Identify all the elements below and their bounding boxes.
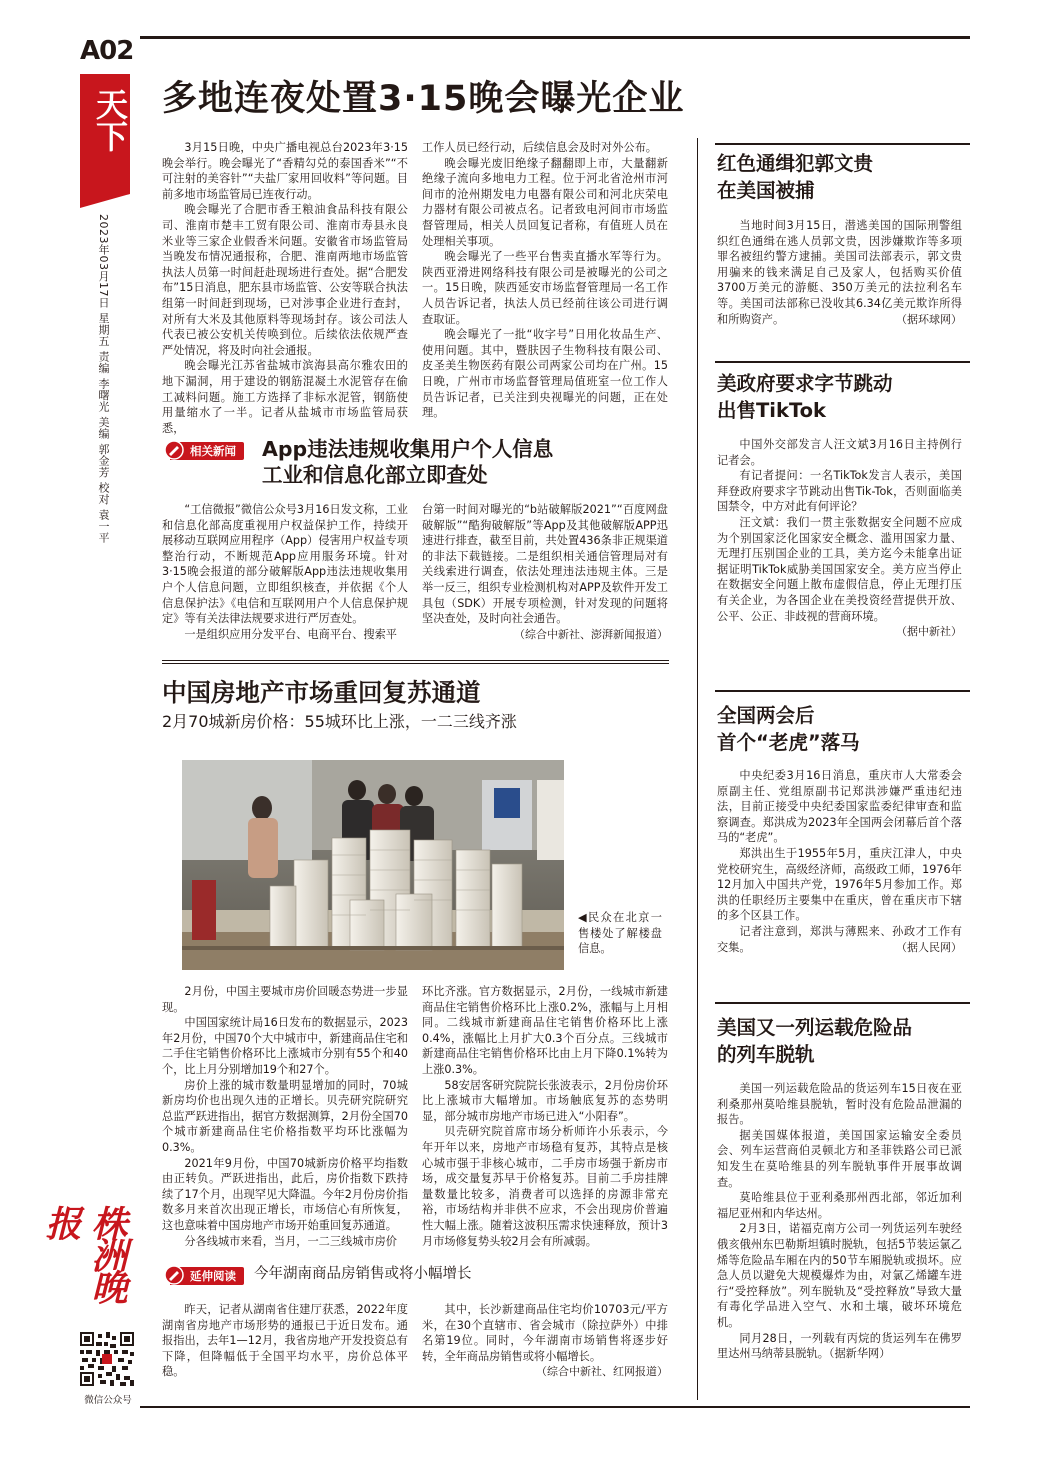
sidebar-rule <box>715 1002 970 1004</box>
badge-label: 延伸阅读 <box>190 1269 236 1283</box>
main-story-col1 <box>162 140 408 436</box>
paragraph: 3月15日晚，中央广播电视总台2023年3·15晚会举行。晚会曝光了“香精勾兑的泰国香米”“不可注射的美容针”“夫盐厂家用回收料”等问题。目前多地市场监管局已连夜行动。 <box>162 141 408 201</box>
source-credit: （据新华网） <box>828 1347 891 1361</box>
paragraph: “工信微报”微信公众号3月16日发文称，工业和信息化部高度重视用户权益保护工作，持续开展移动互联网应用程序（App）侵害用户权益专项整治行动，不断规范App应用服务环境。针对3·15晚会报道的部分破解版App违法违规收集用户个人信息问题，立即组织核查，并依据《个人信息保护法》《电信和互联网用户个人信息保护规定》等有关法律法规要求进行严厉查处。 <box>162 503 408 626</box>
paragraph: 有记者提问：一名TikTok发言人表示，美国拜登政府要求字节跳动出售Tik-Tok，否则面临美国禁令，中方对此有何评论？ <box>717 469 962 514</box>
sidebar-title: 的列车脱轨 <box>717 1043 815 1066</box>
source-credit: （综合中新社、红网报道） <box>536 1365 668 1379</box>
sidebar-title: 美国又一列运载危险品 <box>717 1016 913 1039</box>
paragraph: 58安居客研究院院长张波表示，2月份房价环比上涨城市大幅增加。市场触底复苏的态势明显，部分城市房地产市场已进入“小阳春”。 <box>422 1078 668 1123</box>
sidebar-story <box>717 768 962 955</box>
paragraph: 台第一时间对曝光的“b站破解版2021”“百度网盘破解版”“酷狗破解版”等App及其他破解版APP迅速进行排查，截至目前，共处置436条非正规渠道的非法下载链接。二是组织相关通信管理局对有关线索进行调查，依法处理违法违规主体。三是举一反三，组织专业检测机构对APP及软件开发工具包（SDK）开展专项检测，针对发现的问题将坚决查处，及时向社会通告。 <box>422 503 668 626</box>
paragraph: 晚会曝光了一批“收字号”日用化妆品生产、使用问题。其中，暨肤因子生物科技有限公司、皮圣美生物医药有限公司两家公司均在广州。15日晚，广州市市场监督管理局值班室一位工作人员告诉记者，已关注到央视曝光的问题，正在处理。 <box>422 328 668 420</box>
paragraph: 分各线城市来看，当月，一二三线城市房价 <box>184 1234 397 1248</box>
main-headline: 多地连夜处置3·15晚会曝光企业 <box>162 79 685 119</box>
paragraph: 郑洪出生于1955年5月，重庆江津人，中央党校研究生，高级经济师，高级政工师，1976年12月加入中国共产党，1976年5月参加工作。郑洪的任职经历主要集中在重庆，曾在重庆市下辖的多个区县工作。 <box>717 846 962 923</box>
paragraph: 2月份，中国主要城市房价回暖态势进一步显现。 <box>162 985 408 1014</box>
qr-code-icon <box>80 1332 134 1386</box>
related-title-line2: 工业和信息化部立即查处 <box>262 463 488 487</box>
sidebar-title: 红色通缉犯郭文贵 <box>717 152 874 175</box>
extended-col1 <box>162 1302 408 1380</box>
extended-col2 <box>422 1302 668 1380</box>
paragraph: 汪文斌：我们一贯主张数据安全问题不应成为个别国家泛化国家安全概念、滥用国家力量、无理打压别国企业的工具，美方迄今未能拿出证据证明TikTok威胁美国国家安全。美方应当停止在数据安全问题上散布虚假信息，停止无理打压有关企业，为各国企业在美投资经营提供开放、公平、公正、非歧视的营商环境。 <box>717 515 962 623</box>
badge <box>170 1267 244 1285</box>
section-tab-corner <box>80 194 130 208</box>
sidebar-story <box>717 437 962 640</box>
main-story-col2 <box>422 140 668 421</box>
extended-title: 今年湖南商品房销售或将小幅增长 <box>254 1266 472 1282</box>
qr-caption: 微信公众号 <box>84 1395 132 1406</box>
related-title-line1: App违法违规收集用户个人信息 <box>262 437 554 461</box>
property-col2 <box>422 984 668 1249</box>
paragraph: 贝壳研究院首席市场分析师许小乐表示，今年开年以来，房地产市场稳有复苏，其特点是核心城市强于非核心城市，二手房市场强于新房市场，成交量复苏早于价格复苏。目前二手房挂牌量数量比较多，消费者可以选择的房源非常充裕，市场结构并非供不应求，不会出现房价普遍性大幅上涨。随着这波积压需求快速释放，预计3月市场修复势头较2月会有所减弱。 <box>422 1125 668 1248</box>
paragraph: 当地时间3月15日，潜逃美国的国际刑警组织红色通缉在逃人员郭文贵，因涉嫌欺诈等多项罪名被纽约警方逮捕。美国司法部表示，郭文贵用骗来的钱来满足自己及家人，包括购买价值3700万美元的游艇、350万美元的法拉利名车等。美国司法部称已没收其6.34亿美元欺诈所得和所购资产。 <box>717 219 962 326</box>
page-number: A02 <box>80 36 134 66</box>
paragraph: 一是组织应用分发平台、电商平台、搜索平 <box>184 627 397 641</box>
sidebar-divider <box>697 138 698 1400</box>
sideline: 2023年03月17日 星期五 责编 李曙光 美编 郭金芳 校对 袁一平 <box>97 214 110 544</box>
badge-label: 相关新闻 <box>190 444 236 458</box>
brand-logo: 株洲晚报 <box>40 1205 128 1301</box>
related-col2 <box>422 502 668 642</box>
source-credit: （据环球网） <box>896 312 962 326</box>
pen-icon <box>164 440 184 460</box>
sidebar-rule <box>715 361 970 363</box>
sidebar-title: 在美国被捕 <box>717 179 815 202</box>
paragraph: 2月3日，诺福克南方公司一列货运列车驶经俄亥俄州东巴勒斯坦镇时脱轨，包括5节装运氯乙烯等危险品车厢在内的50节车厢脱轨或损坏。应急人员以避免大规模爆炸为由，对氯乙烯罐车进行“受控释放”。列车脱轨及“受控释放”导致大量有毒化学品进入空气、水和土壤，破坏环境危机。 <box>717 1222 962 1329</box>
related-col1 <box>162 502 408 642</box>
property-subhead: 2月70城新房价格：55城环比上涨，一二三线齐涨 <box>162 712 517 731</box>
paragraph: 其中，长沙新建商品住宅均价10703元/平方米，在30个直辖市、省会城市（除拉萨外）中排名第19位。同时，今年湖南市场销售将逐步好转，全年商品房销售或将小幅增长。 <box>422 1303 668 1363</box>
paragraph: 2021年9月份，中国70城新房价格平均指数由正转负。严跃进指出，此后，房价指数下跌持续了17个月，出现罕见大降温。今年2月份房价指数多月来首次出现正增长，市场信心有所恢复，这也意味着中国房地产市场开始重回复苏通道。 <box>162 1156 408 1232</box>
sidebar-title: 出售TikTok <box>717 399 827 422</box>
badge <box>170 442 244 460</box>
paragraph: 工作人员已经行动，后续信息会及时对外公布。 <box>422 141 657 154</box>
paragraph: 昨天，记者从湖南省住建厅获悉，2022年度湖南省房地产市场形势的通报已于近日发布。通报指出，去年1—12月，我省房地产开发投资总有下降，但降幅低于全国平均水平，房价总体平稳。 <box>162 1303 408 1379</box>
paragraph: 中国外交部发言人汪文斌3月16日主持例行记者会。 <box>717 438 962 467</box>
sidebar-rule <box>715 143 970 145</box>
paragraph: 晚会曝光了一些平台售卖直播水军等行为。陕西亚滑进网络科技有限公司是被曝光的公司之一。15日晚，陕西延安市场监督管理局一名工作人员告诉记者，执法人员已经前往该公司进行调查取证。 <box>422 250 668 326</box>
section-divider <box>162 663 669 664</box>
property-col1 <box>162 984 408 1249</box>
section-label: 天下 <box>91 88 129 152</box>
paragraph: 莫哈维县位于亚利桑那州西北部，邻近加利福尼亚州和内华达州。 <box>717 1191 962 1220</box>
sidebar-story <box>717 218 962 327</box>
paragraph <box>717 1331 962 1362</box>
pen-icon <box>164 1265 184 1285</box>
section-divider <box>162 660 669 661</box>
paragraph: 美国一列运载危险品的货运列车15日夜在亚利桑那州莫哈维县脱轨，暂时没有危险品泄漏的报告。 <box>717 1082 962 1127</box>
photo-caption: ◀民众在北京一售楼处了解楼盘信息。 <box>578 911 662 956</box>
paragraph: 晚会曝光废旧绝缘子翻翻即上市，大量翻新绝缘子流向多地电力工程。位于河北省沧州市河间市的沧州期发电力电器有限公司和河北庆荣电力器材有限公司被点名。记者致电河间市市场监督管理局，相关人员回复记者称，有值班人员在处理相关事项。 <box>422 156 668 248</box>
bottom-rule <box>140 1406 970 1408</box>
sidebar-rule <box>715 690 970 692</box>
sidebar-story <box>717 1081 962 1362</box>
source-credit: （综合中新社、澎湃新闻报道） <box>514 627 668 641</box>
paragraph: 中央纪委3月16日消息，重庆市人大常委会原副主任、党组原副书记郑洪涉嫌严重违纪违法，目前正接受中央纪委国家监委纪律审查和监察调查。郑洪成为2023年全国两会闭幕后首个落马的“老虎”。 <box>717 769 962 845</box>
paragraph: 中国国家统计局16日发布的数据显示，2023年2月份，中国70个大中城市中，新建商品住宅和二手住宅销售价格环比上涨城市分别有55个和40个，比上月分别增加19个和27个。 <box>162 1016 408 1076</box>
text-run: 同月28日，一列载有丙烷的货运列车在佛罗里达州马纳蒂县脱轨。 <box>717 1331 962 1361</box>
paragraph: 环比齐涨。官方数据显示，2月份，一线城市新建商品住宅销售价格环比上涨0.2%，涨幅与上月相同。二线城市新建商品住宅销售价格环比上涨0.4%，涨幅比上月扩大0.3个百分点。三线城市新建商品住宅销售价格环比由上月下降0.1%转为上涨0.3%。 <box>422 985 668 1076</box>
paragraph: 房价上涨的城市数量明显增加的同时，70城新房均价也出现久违的正增长。贝壳研究院研究总监严跃进指出，据官方数据测算，2月份全国70个城市新建商品住宅价格指数平均环比涨幅为0.3%。 <box>162 1078 408 1154</box>
source-credit: （据人民网） <box>896 940 962 954</box>
top-rule <box>140 36 970 39</box>
property-headline: 中国房地产市场重回复苏通道 <box>162 678 481 707</box>
extended-badge <box>170 1265 244 1285</box>
paragraph: 据美国媒体报道，美国国家运输安全委员会、列车运营商伯灵顿北方和圣菲铁路公司已派知发生在莫哈维县的列车脱轨事件开展事故调查。 <box>717 1128 962 1189</box>
paragraph: 记者注意到，郑洪与薄熙来、孙政才工作有交集。 <box>717 924 962 954</box>
sidebar-title: 首个“老虎”落马 <box>717 731 860 754</box>
showroom-photo <box>182 760 564 970</box>
related-news-badge <box>170 440 244 460</box>
sidebar-title: 美政府要求字节跳动 <box>717 372 893 395</box>
paragraph: 晚会曝光了合肥市香王粮油食品科技有限公司、淮南市楚丰工贸有限公司、淮南市寿县永良米业等三家企业假香米问题。安徽省市场监管局当晚发布情况通报称，合肥、淮南两地市场监管执法人员第一时间赶赴现场进行查处。据“合肥发布”15日消息，肥东县市场监管、公安等联合执法组第一时间赶到现场，已对涉事企业进行查封，对所有大米及其他原料等现场封存。该公司法人代表已被公安机关传唤到位。后续依法依规严查严处情况，将及时向社会通报。 <box>162 203 408 357</box>
source-credit: （据中新社） <box>896 625 962 639</box>
paragraph: 晚会曝光江苏省盐城市滨海县高尔雅农田的地下漏洞，用于建设的钢筋混凝土水泥管存在偷工减料问题。施工方选择了非标水泥管，钢筋使用量缩水了一半。记者从盐城市市场监管局获悉， <box>162 359 408 435</box>
sidebar-title: 全国两会后 <box>717 704 815 727</box>
